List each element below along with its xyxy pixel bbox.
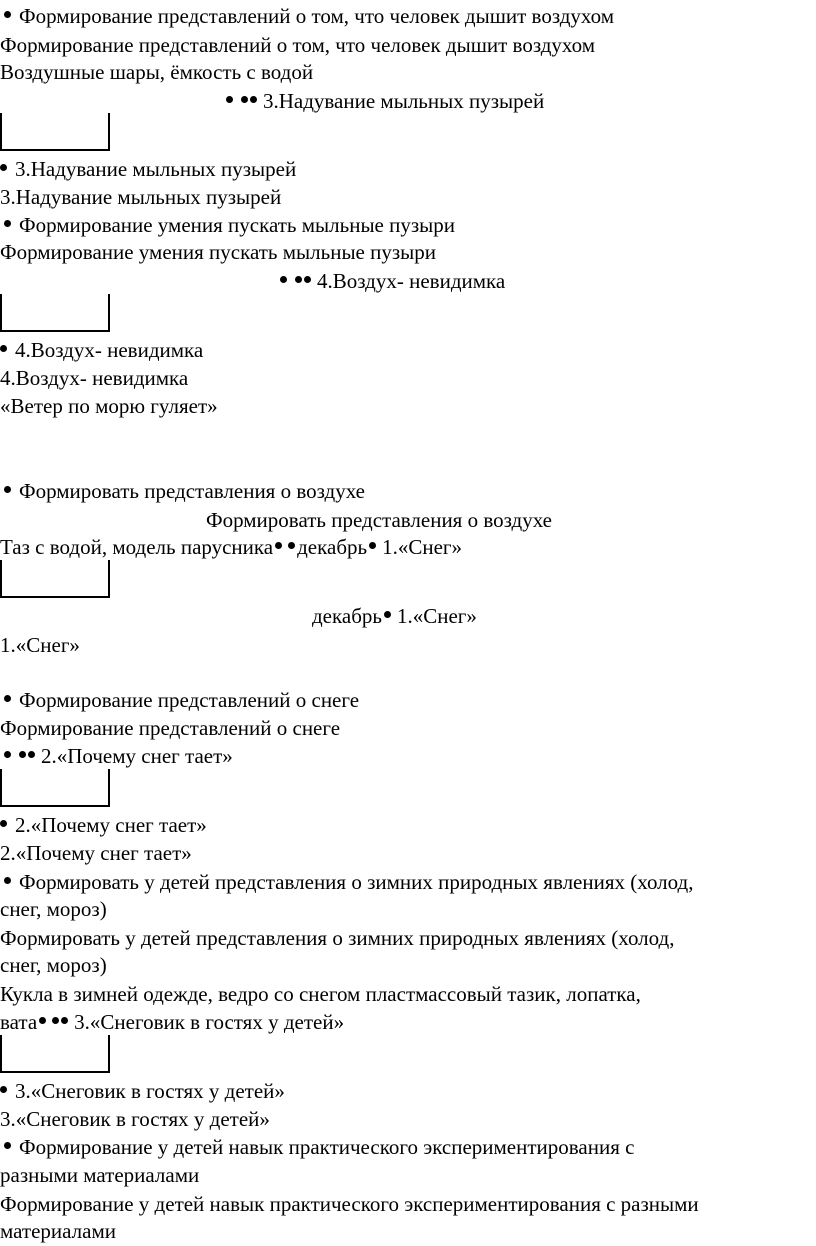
empty-table-cell (0, 294, 110, 332)
bullet-icon (4, 877, 11, 884)
bullet-icon (52, 1017, 59, 1024)
line-27: Кукла в зимней одежде, ведро со снегом пластмассовый тазик, лопатка, (0, 982, 641, 1006)
bullet-icon (0, 1086, 7, 1093)
bullet-icon (28, 751, 35, 758)
line-20: 2.«Почему снег тает» (0, 742, 233, 770)
bullet-icon (39, 1017, 46, 1024)
bullet-icon (4, 1142, 11, 1149)
bullet-icon (226, 96, 233, 103)
bullet-icon (288, 542, 295, 549)
line-14: Формировать представления о воздухе (206, 508, 553, 532)
line-12: «Ветер по морю гуляет» (0, 394, 218, 418)
line-18: Формирование представлений о снеге (0, 686, 359, 714)
line-7: Формирование умения пускать мыльные пузыри (0, 211, 455, 239)
line-3: Воздушные шары, ёмкость с водой (0, 60, 314, 84)
line-26: снег, мороз) (0, 953, 107, 977)
line-23: Формировать у детей представления о зимних природных явлениях (холод, (0, 868, 694, 896)
line-16: декабрь 1.«Снег» (312, 604, 477, 628)
line-9: 4.Воздух- невидимка (280, 267, 505, 295)
line-8: Формирование умения пускать мыльные пузыри (0, 240, 437, 264)
empty-table-cell (0, 113, 110, 151)
line-2: Формирование представлений о том, что человек дышит воздухом (0, 33, 596, 57)
bullet-icon (384, 611, 391, 618)
bullet-icon (0, 345, 7, 352)
line-24: снег, мороз) (0, 897, 107, 921)
bullet-icon (4, 751, 11, 758)
line-29: 3.«Снеговик в гостях у детей» (0, 1077, 285, 1105)
bullet-icon (0, 820, 7, 827)
line-6: 3.Надувание мыльных пузырей (0, 185, 282, 209)
empty-table-cell (0, 560, 110, 598)
line-21: 2.«Почему снег тает» (0, 811, 207, 839)
bullet-icon (4, 220, 11, 227)
bullet-icon (4, 11, 11, 18)
empty-table-cell (0, 769, 110, 807)
bullet-icon (275, 542, 282, 549)
bullet-icon (4, 695, 11, 702)
line-19: Формирование представлений о снеге (0, 716, 341, 740)
line-30: 3.«Снеговик в гостях у детей» (0, 1107, 270, 1131)
line-11: 4.Воздух- невидимка (0, 366, 189, 390)
line-32: разными материалами (0, 1163, 200, 1187)
line-25: Формировать у детей представления о зимних природных явлениях (холод, (0, 926, 675, 950)
bullet-icon (19, 751, 26, 758)
line-10: 4.Воздух- невидимка (0, 336, 203, 364)
line-5: 3.Надувание мыльных пузырей (0, 155, 296, 183)
line-17: 1.«Снег» (0, 633, 80, 657)
bullet-icon (4, 486, 11, 493)
bullet-icon (295, 276, 302, 283)
bullet-icon (250, 96, 257, 103)
empty-table-cell (0, 1035, 110, 1073)
line-22: 2.«Почему снег тает» (0, 841, 192, 865)
line-13: Формировать представления о воздухе (0, 477, 365, 505)
line-34: материалами (0, 1219, 116, 1243)
line-15: Таз с водой, модель парусника декабрь 1.«Снег» (0, 535, 463, 559)
line-28: вата 3.«Снеговик в гостях у детей» (0, 1010, 345, 1034)
bullet-icon (280, 276, 287, 283)
bullet-icon (0, 164, 7, 171)
line-1: Формирование представлений о том, что человек дышит воздухом (0, 2, 614, 30)
bullet-icon (241, 96, 248, 103)
bullet-icon (61, 1017, 68, 1024)
bullet-icon (304, 276, 311, 283)
line-4: 3.Надувание мыльных пузырей (226, 87, 544, 115)
line-33: Формирование у детей навык практического экспериментирования с разными (0, 1192, 699, 1216)
line-31: Формирование у детей навык практического экспериментирования с (0, 1133, 634, 1161)
bullet-icon (369, 542, 376, 549)
